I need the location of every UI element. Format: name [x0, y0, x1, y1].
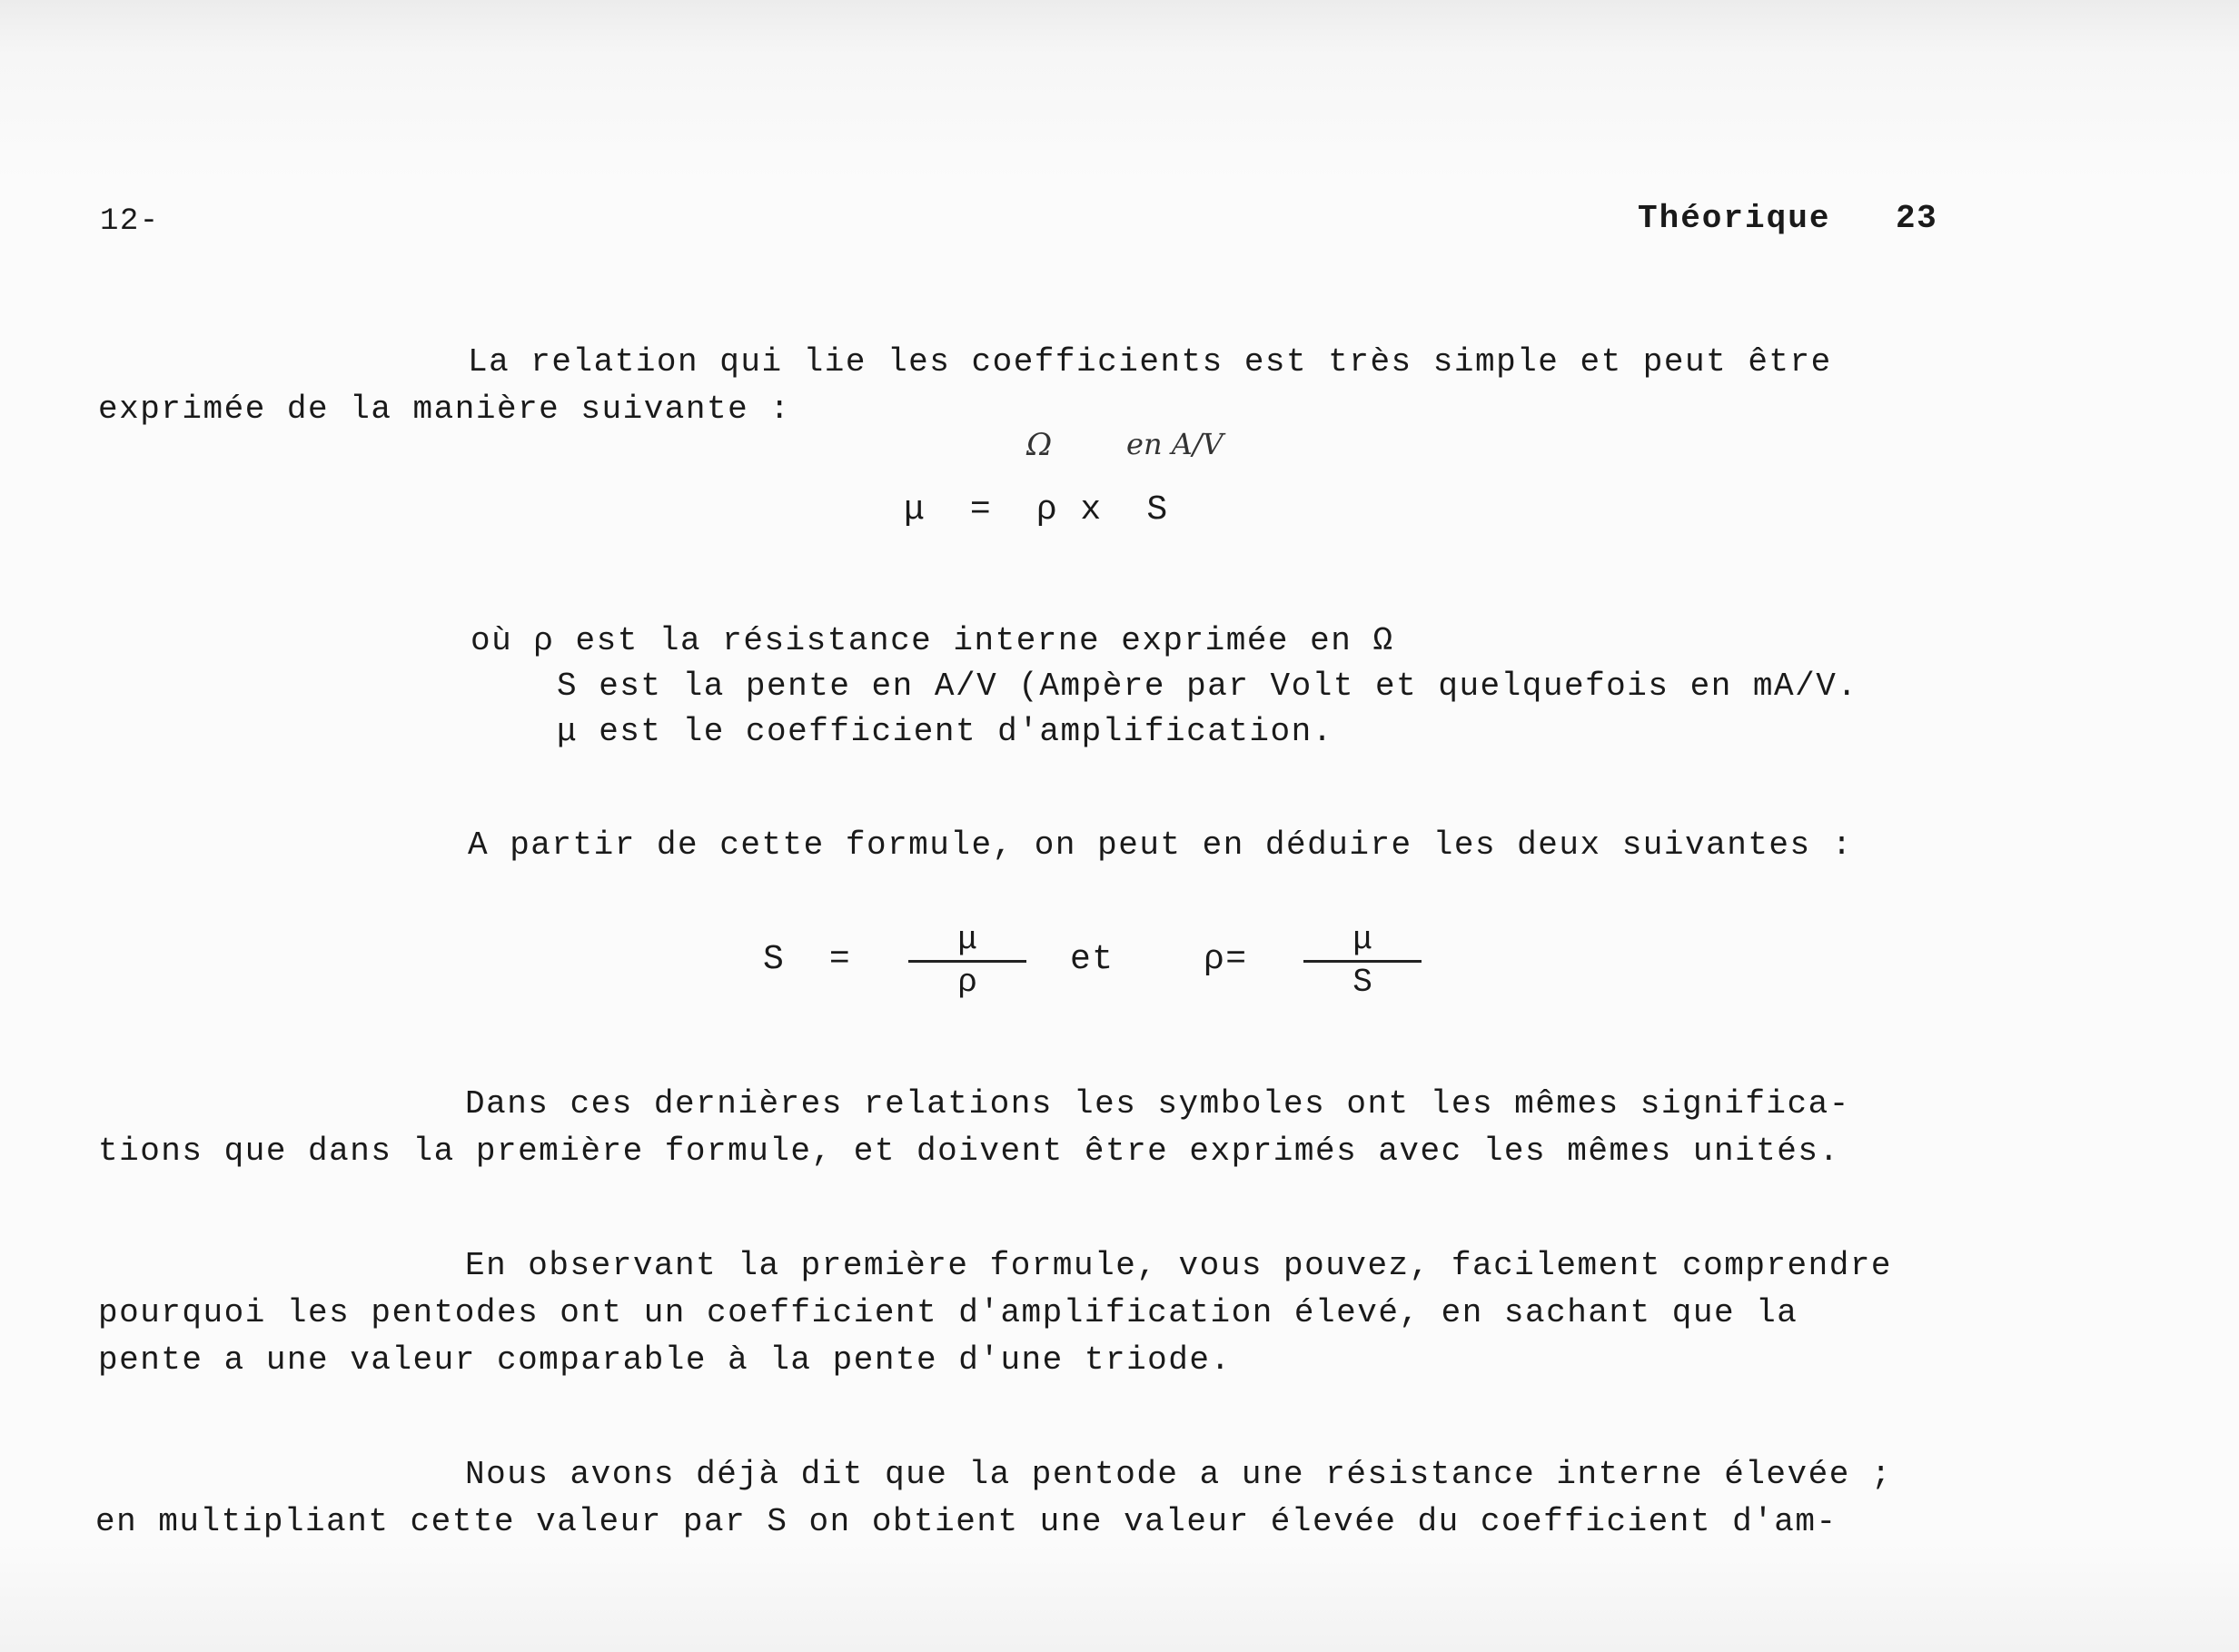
paragraph-3-line-1: Dans ces dernières relations les symboles ont les mêmes significa- [465, 1085, 1850, 1123]
formula-mu-equals-rho-times-s: μ = ρ x S [904, 490, 1169, 529]
formula-connector: et [1070, 940, 1115, 979]
paragraph-1-line-2: exprimée de la manière suivante : [98, 391, 791, 428]
paragraph-5-line-2: en multipliant cette valeur par S on obtient une valeur élevée du coefficient d'am- [95, 1503, 1838, 1540]
section-title: Théorique [1638, 200, 1831, 237]
fraction-numerator: μ [957, 921, 977, 958]
handwritten-omega: Ω [1026, 427, 1053, 463]
paragraph-4-line-3: pente a une valeur comparable à la pente d'une triode. [98, 1341, 1232, 1379]
page-number: 23 [1896, 200, 1938, 237]
definition-mu: μ est le coefficient d'amplification. [557, 713, 1333, 750]
definition-rho: où ρ est la résistance interne exprimée en Ω [471, 622, 1394, 659]
fraction-numerator: μ [1352, 921, 1372, 958]
paragraph-1-line-1: La relation qui lie les coefficients est très simple et peut être [468, 343, 1832, 381]
definition-s: S est la pente en A/V (Ampère par Volt et quelquefois en mA/V. [557, 668, 1858, 705]
fraction-denominator: S [1352, 964, 1372, 1001]
fraction-mu-over-rho [908, 920, 1026, 1003]
formula-rho-label: ρ= [1204, 940, 1248, 979]
formula-s-label: S = [763, 940, 852, 979]
page-ref: 12- [100, 204, 160, 239]
paragraph-4-line-2: pourquoi les pentodes ont un coefficient d'amplification élevé, en sachant que la [98, 1294, 1798, 1331]
paragraph-2: A partir de cette formule, on peut en déduire les deux suivantes : [468, 826, 1853, 864]
fraction-mu-over-s [1303, 920, 1422, 1003]
paragraph-5-line-1: Nous avons déjà dit que la pentode a une résistance interne élevée ; [465, 1456, 1893, 1493]
handwritten-unit: en A/V [1126, 427, 1224, 461]
paragraph-3-line-2: tions que dans la première formule, et doivent être exprimés avec les mêmes unités. [98, 1133, 1840, 1170]
paragraph-4-line-1: En observant la première formule, vous pouvez, facilement comprendre [465, 1247, 1893, 1284]
fraction-denominator: ρ [957, 964, 977, 1001]
